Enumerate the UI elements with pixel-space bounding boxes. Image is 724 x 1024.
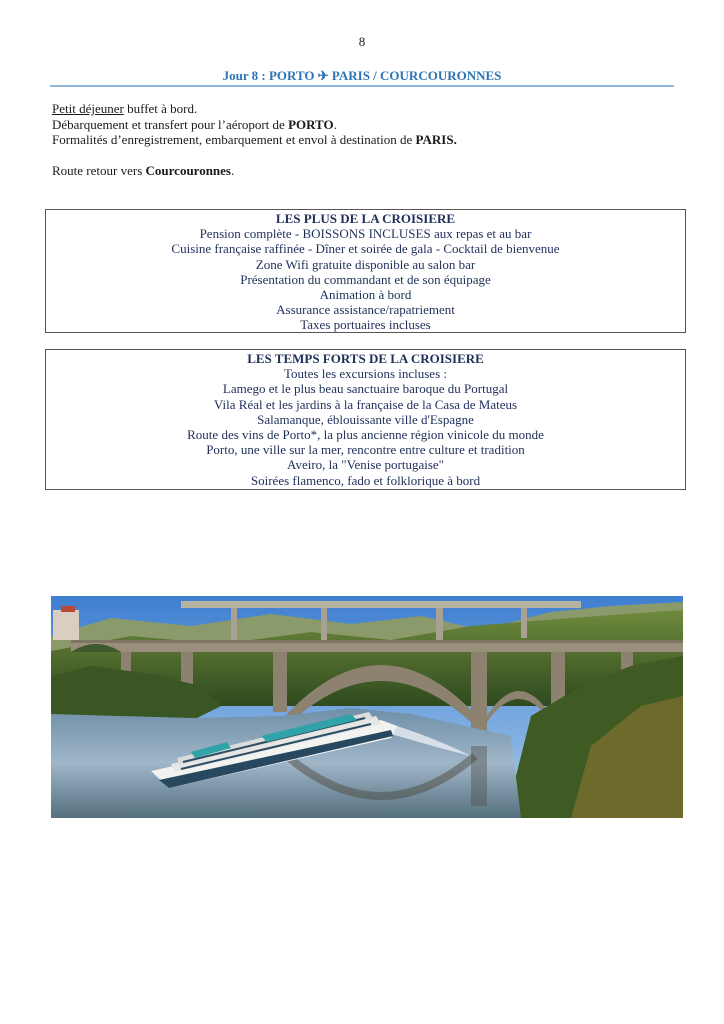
itinerary-block [52, 101, 672, 148]
header-divider [50, 85, 674, 87]
cruise-plus-title: LES PLUS DE LA CROISIERE [275, 211, 456, 226]
list-item: Lamego et le plus beau sanctuaire baroque du Portugal [222, 381, 509, 397]
return-block [52, 163, 672, 179]
list-item: Présentation du commandant et de son équipage [240, 271, 491, 287]
list-item: Salamanque, éblouissante ville d'Espagne [257, 411, 474, 427]
day-label: Jour 8 : [222, 68, 269, 83]
breakfast-line [52, 101, 672, 117]
return-end: . [231, 163, 235, 178]
cruise-highlights-box [45, 349, 686, 490]
list-item: Taxes portuaires incluses [300, 317, 431, 333]
formalities-line [52, 132, 672, 148]
cruise-ship-bridge-photo [51, 596, 683, 818]
page-number: 8 [358, 34, 366, 49]
list-item: Cuisine française raffinée - Dîner et soirée de gala - Cocktail de bienvenue [171, 241, 560, 257]
list-item: Vila Réal et les jardins à la française de la Casa de Mateus [213, 396, 518, 412]
list-item: Route des vins de Porto*, la plus ancienne région vinicole du monde [187, 427, 544, 443]
breakfast-label: Petit déjeuner [52, 101, 124, 116]
return-city: Courcouronnes [145, 163, 231, 178]
list-item: Aveiro, la "Venise portugaise" [287, 457, 444, 473]
disembark-city: PORTO [288, 116, 334, 132]
cruise-highlights-title: LES TEMPS FORTS DE LA CROISIERE [247, 351, 484, 366]
return-text: Route retour vers [52, 163, 146, 178]
list-item: Porto, une ville sur la mer, rencontre entre culture et tradition [206, 442, 525, 458]
list-item: Pension complète - BOISSONS INCLUSES aux repas et au bar [199, 226, 532, 242]
day-header [50, 68, 674, 84]
list-item: Zone Wifi gratuite disponible au salon bar [255, 256, 476, 272]
return-line [52, 163, 672, 179]
list-item: Assurance assistance/rapatriement [276, 302, 455, 318]
list-item: Toutes les excursions incluses : [283, 366, 447, 382]
formalities-city: PARIS. [415, 132, 457, 147]
disembark-end: . [333, 116, 337, 132]
breakfast-text: buffet à bord. [123, 101, 198, 116]
list-item: Animation à bord [319, 287, 412, 303]
cruise-plus-box [45, 209, 686, 333]
day-route: PORTO ✈ PARIS / COURCOURONNES [268, 68, 502, 83]
disembark-line [52, 117, 672, 133]
photo-illustration [51, 596, 683, 818]
list-item: Soirées flamenco, fado et folklorique à bord [250, 472, 481, 488]
disembark-text: Débarquement et transfert pour l’aéroport de [52, 116, 289, 132]
formalities-text: Formalités d’enregistrement, embarquement et envol à destination de [52, 132, 416, 147]
